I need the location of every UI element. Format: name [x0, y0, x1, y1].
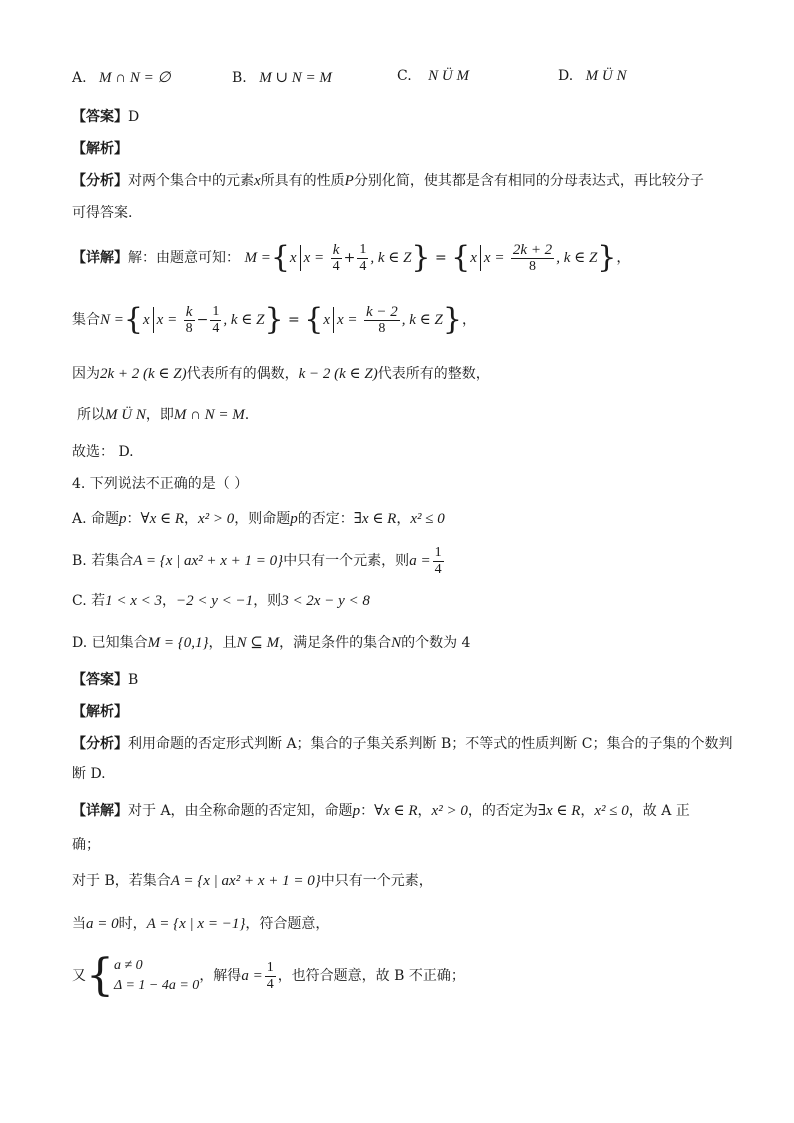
option-d-expr: M Ü N: [585, 68, 627, 84]
q4-d-2: ，且: [208, 635, 237, 651]
q4-a-2: ：: [126, 511, 141, 527]
q3-choose-line: [72, 442, 722, 462]
q3-answer-line: [72, 107, 722, 127]
q4-option-a: [72, 509, 722, 529]
q4-detail-p: p: [352, 803, 361, 819]
q4-detail-4: ，的否定为: [467, 803, 538, 819]
set-cond: x =: [303, 250, 325, 266]
q3-fenxi-text4: 可得答案.: [72, 205, 133, 221]
frac-k2-over-8: $\frac{k - 2}{8}$: [365, 303, 398, 336]
q4-d-expr2: N ⊆ M: [236, 635, 280, 651]
equals-sign: =: [434, 250, 447, 266]
q3-fenxi-text3: 分别化简，使其都是含有相同的分母表达式，再比较分子: [353, 173, 704, 189]
brace-open-icon: {: [304, 302, 324, 337]
n-intro: 集合: [72, 312, 100, 328]
q3-detail-line: 【详解】解：由题意可知： M ={x x = $\frac{k}{4}$ + $\frac{1}{4}$ , k ∈ Z} = {x x = $\frac{2k + 2}{8}$ , k ∈ Z}，: [72, 240, 631, 275]
option-a: [72, 68, 171, 87]
brace-close-icon: }: [264, 302, 284, 337]
so-1: 所以: [77, 407, 105, 423]
q4-when-1: 当: [72, 916, 86, 932]
q4-a-3: ，: [184, 511, 198, 527]
q4-analysis-tag: 【解析】: [72, 704, 128, 720]
q3-because-line: [72, 364, 722, 384]
q4-d-1: D. 已知集合: [72, 635, 148, 651]
q4-b-detail-2: 中只有一个元素，: [320, 873, 433, 889]
option-c-expr: N Ü M: [428, 68, 469, 84]
q4-a-p: p: [119, 511, 127, 527]
because-1: 因为: [72, 366, 100, 382]
set-bar: [333, 307, 334, 333]
q3-analysis-line: [72, 139, 722, 159]
q4-b-detail-1: 对于 B，若集合: [72, 873, 171, 889]
q3-fenxi-tag: 【分析】: [72, 173, 128, 189]
option-d: [558, 68, 626, 85]
q3-n-set-line: 集合N ={x x = $\frac{k}{8}$ − $\frac{1}{4}$ , k ∈ Z} = {x x = $\frac{k - 2}{8}$ , k ∈ Z}，: [72, 302, 476, 337]
q4-a-1: A. 命题: [72, 511, 120, 527]
q4-when-expr2: A = {x | x = −1}: [146, 916, 246, 932]
q4-system-line: [72, 952, 722, 1000]
q3-fenxi-x: x: [254, 173, 261, 189]
n-set-lhs: N =: [100, 312, 124, 328]
q3-so-line: [77, 405, 722, 425]
brace-close-icon: }: [442, 302, 462, 337]
q4-d-n: N: [391, 635, 402, 651]
option-a-label: A.: [72, 70, 87, 86]
q4-fenxi-text1: 利用命题的否定形式判断 A；集合的子集关系判断 B；不等式的性质判断 C；集合的子集的个数判: [128, 736, 733, 752]
set-bar: [153, 307, 154, 333]
q3-answer: D: [128, 109, 140, 125]
q4-detail-expr3: ∃x ∈ R: [537, 803, 581, 819]
brace-open-icon: {: [123, 302, 143, 337]
frac-k-over-8: $\frac{k}{8}$: [185, 303, 193, 336]
q4-when-line: [72, 914, 722, 934]
equation-system: [114, 956, 199, 996]
q4-c-1: C. 若: [72, 593, 106, 609]
option-d-label: D.: [558, 68, 574, 84]
q4-stem-text: 4. 下列说法不正确的是（ ）: [72, 476, 249, 492]
frac-k-over-4: $\frac{k}{4}$: [332, 241, 340, 274]
q4-c-3: ，则: [253, 593, 282, 609]
q4-detail-7: 确；: [72, 837, 100, 853]
brace-close-icon: }: [597, 240, 617, 275]
frac-1-over-4: $\frac{1}{4}$: [359, 241, 367, 274]
q4-c-expr3: 3 < 2x − y < 8: [281, 593, 370, 609]
q4-stem: [72, 474, 722, 494]
so-expr2: M ∩ N = M: [173, 407, 245, 423]
q3-choose: 故选： D.: [72, 444, 134, 460]
q4-c-2: ，: [162, 593, 177, 609]
q4-detail-6: ，故 A 正: [628, 803, 690, 819]
q4-solve-2: ，也符合题意，故 B 不正确；: [277, 968, 465, 984]
q3-answer-tag: 【答案】: [72, 109, 128, 125]
brace-open-icon: {: [451, 240, 471, 275]
q3-detail-intro: 解：由题意可知：: [128, 250, 240, 266]
because-2: 代表所有的偶数，: [186, 366, 299, 382]
option-a-expr: M ∩ N = ∅: [99, 70, 171, 86]
q4-when-expr1: a = 0: [86, 916, 119, 932]
sys-line1: a ≠ 0: [114, 958, 143, 973]
m-set-lhs: M =: [244, 250, 271, 266]
set-bar: [300, 245, 301, 271]
q4-a-p2: p: [290, 511, 298, 527]
q4-answer: B: [128, 672, 139, 688]
q4-detail-expr2: x² > 0: [431, 803, 468, 819]
q3-analysis-tag: 【解析】: [72, 141, 128, 157]
q4-detail-expr4: x² ≤ 0: [594, 803, 629, 819]
q4-fenxi-tag: 【分析】: [72, 736, 128, 752]
option-c-label: C.: [397, 68, 412, 84]
set-var: x: [289, 250, 297, 266]
q3-fenxi-line1: [72, 171, 722, 191]
set-bar: [480, 245, 481, 271]
q4-b-2: 中只有一个元素，则: [283, 553, 410, 569]
q4-a-4: ，则命题: [234, 511, 291, 527]
so-3: .: [244, 407, 250, 423]
q4-when-2: 时，: [118, 916, 147, 932]
q4-option-b: [72, 543, 722, 579]
q4-analysis-line: [72, 702, 722, 722]
so-2: ，即: [145, 407, 174, 423]
q4-c-expr1: 1 < x < 3: [105, 593, 163, 609]
brace-close-icon: }: [411, 240, 431, 275]
frac-2k2-over-8: $\frac{2k + 2}{8}$: [512, 241, 553, 274]
q4-you: 又: [72, 968, 86, 984]
q4-b-detail-expr: A = {x | ax² + x + 1 = 0}: [170, 873, 321, 889]
q4-b-detail-line: [72, 871, 722, 891]
q4-c-expr2: −2 < y < −1: [176, 593, 254, 609]
because-3: 代表所有的整数，: [377, 366, 490, 382]
q4-detail-2: ：: [360, 803, 375, 819]
frac-1-over-4: $\frac{1}{4}$: [266, 959, 274, 992]
q4-a-expr1: ∀x ∈ R: [140, 511, 184, 527]
q3-detail-tag: 【详解】: [72, 250, 128, 266]
because-expr2: k − 2 (k ∈ Z): [298, 366, 378, 382]
system-brace-icon: {: [86, 950, 114, 1001]
option-b-expr: M ∪ N = M: [259, 70, 332, 86]
k-in-z: , k ∈ Z: [370, 250, 412, 266]
q4-detail-line1: [72, 801, 722, 821]
q4-d-4: 的个数为 4: [401, 635, 471, 651]
q4-b-1: B. 若集合: [72, 553, 134, 569]
q4-answer-tag: 【答案】: [72, 672, 128, 688]
q3-fenxi-line2: [72, 203, 722, 223]
frac-1-over-4: $\frac{1}{4}$: [212, 303, 220, 336]
q4-detail-1: 对于 A，由全称命题的否定知，命题: [128, 803, 353, 819]
q4-option-c: [72, 591, 722, 611]
q4-a-6: ，: [396, 511, 411, 527]
option-b-label: B.: [232, 70, 247, 86]
q3-fenxi-p: P: [344, 173, 354, 189]
q4-a-expr4: x² ≤ 0: [410, 511, 445, 527]
q4-d-expr1: M = {0,1}: [147, 635, 209, 651]
q4-solve-1: ，解得: [199, 968, 242, 984]
q4-option-d: [72, 633, 722, 653]
q4-a-expr2: x² > 0: [198, 511, 235, 527]
q4-answer-line: [72, 670, 722, 690]
q4-detail-3: ，: [417, 803, 432, 819]
q3-fenxi-text1: 对两个集合中的元素: [128, 173, 254, 189]
q4-b-expr: A = {x | ax² + x + 1 = 0}: [133, 553, 284, 569]
q4-fenxi-line1: [72, 734, 733, 754]
brace-open-icon: {: [270, 240, 290, 275]
because-expr1: 2k + 2 (k ∈ Z): [100, 366, 187, 382]
q4-fenxi-text2: 断 D.: [72, 766, 106, 782]
q4-solve-a: a =: [241, 968, 263, 984]
option-c: [397, 68, 469, 85]
q4-a-5: 的否定：: [297, 511, 354, 527]
q4-fenxi-line2: [72, 764, 722, 784]
q4-detail-5: ，: [580, 803, 595, 819]
frac-1-over-4: $\frac{1}{4}$: [434, 544, 442, 577]
plus-sign: +: [343, 250, 356, 266]
minus-sign: −: [196, 312, 209, 328]
q4-b-a-eq: a =: [409, 553, 431, 569]
q3-fenxi-text2: 所具有的性质: [260, 173, 345, 189]
q4-detail-expr1: ∀x ∈ R: [374, 803, 418, 819]
q4-detail-line2: [72, 835, 722, 855]
q4-when-3: ，符合题意，: [245, 916, 330, 932]
sys-line2: Δ = 1 − 4a = 0: [114, 978, 200, 993]
q4-detail-tag: 【详解】: [72, 803, 128, 819]
q4-a-expr3: ∃x ∈ R: [353, 511, 397, 527]
option-b: [232, 68, 332, 87]
q4-d-3: ，满足条件的集合: [279, 635, 392, 651]
so-expr1: M Ü N: [105, 407, 146, 423]
